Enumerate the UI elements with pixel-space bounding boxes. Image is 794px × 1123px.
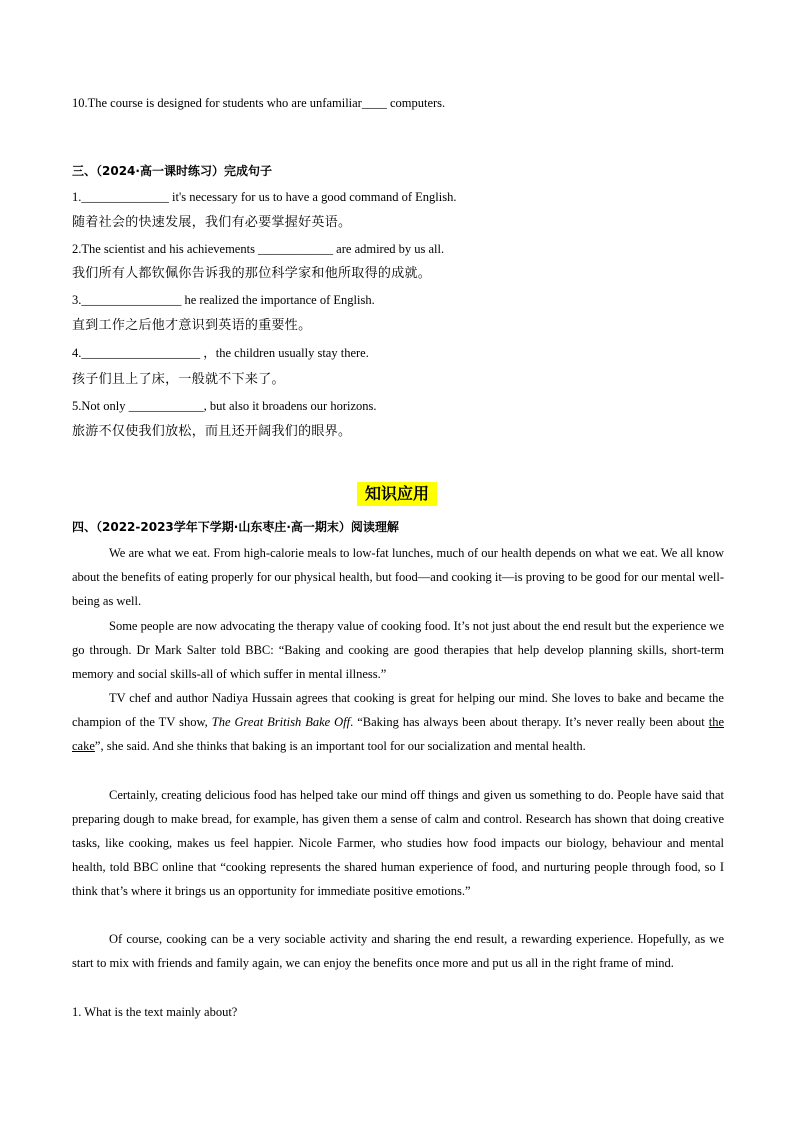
sentence-2-en: 2.The scientist and his achievements ____________ are admired by us all.: [72, 242, 445, 256]
sentence-5-zh: 旅游不仅使我们放松，而且还开阔我们的眼界。: [72, 424, 352, 439]
sentence-3-zh: 直到工作之后他才意识到英语的重要性。: [72, 318, 312, 333]
question-10: 10.The course is designed for students who are unfamiliar____ computers.: [72, 96, 446, 110]
question-1: 1. What is the text mainly about?: [72, 1005, 238, 1019]
paragraph-3-part-3: ”, she said. And she thinks that baking is an important tool for our socialization and mental health.: [94, 739, 586, 753]
paragraph-5: Of course, cooking can be a very sociable activity and sharing the end result, a rewarding experience. Hopefully, as we start to mix with friends and family again, we can enjoy the benefits once more and put us all in the right frame of mind.: [72, 932, 724, 970]
sentence-3-en: 3.________________ he realized the importance of English.: [72, 293, 375, 307]
sentence-1-zh: 随着社会的快速发展，我们有必要掌握好英语。: [72, 215, 352, 230]
show-title: The Great British Bake Off: [211, 715, 351, 729]
sentence-2-zh: 我们所有人都钦佩你告诉我的那位科学家和他所取得的成就。: [72, 266, 432, 281]
paragraph-3-part-2: . “Baking has always been about therapy. It’s never really been about: [350, 715, 709, 729]
underlined-phrase: the cake: [72, 715, 724, 753]
paragraph-3-part-1: TV chef and author Nadiya Hussain agrees that cooking is great for helping our mind. She loves to bake and became the champion of the TV show,: [72, 691, 724, 729]
sentence-4-en: 4.___________________ ，the children usually stay there.: [72, 346, 369, 360]
paragraph-3: [72, 686, 724, 758]
section-4-heading: 四、（2022-2023学年下学期·山东枣庄·高一期末）阅读理解: [72, 520, 399, 534]
sentence-4-zh: 孩子们且上了床，一般就不下来了。: [72, 372, 285, 387]
paragraph-2: Some people are now advocating the therapy value of cooking food. It’s not just about the end result but the experience we go through. Dr Mark Salter told BBC: “Baking and cooking are good therapies that help develop planning skills, short-term memory and social skills-all of which suffer in mental illness.”: [72, 619, 724, 681]
section-banner: 知识应用: [357, 482, 437, 506]
sentence-1-en: 1.______________ it's necessary for us to have a good command of English.: [72, 190, 457, 204]
section-3-heading: 三、（2024·高一课时练习）完成句子: [72, 164, 272, 178]
paragraph-4: Certainly, creating delicious food has helped take our mind off things and given us something to do. People have said that preparing dough to make bread, for example, has given them a sense of calm and control. Research has shown that doing creative tasks, like cooking, makes us feel happier. Nicole Farmer, who studies how food impacts our biology, behaviour and mental health, told BBC online that “cooking represents the shared human experience of food, and nurturing people through food, so I think that’s where it brings us an opportunity for immediate positive emotions.”: [72, 788, 724, 898]
sentence-5-en: 5.Not only ____________, but also it broadens our horizons.: [72, 399, 377, 413]
paragraph-1: We are what we eat. From high-calorie meals to low-fat lunches, much of our health depends on what we eat. We all know about the benefits of eating properly for our physical health, but food—and cooking it—is proving to be good for our mental well-being as well.: [72, 546, 724, 608]
